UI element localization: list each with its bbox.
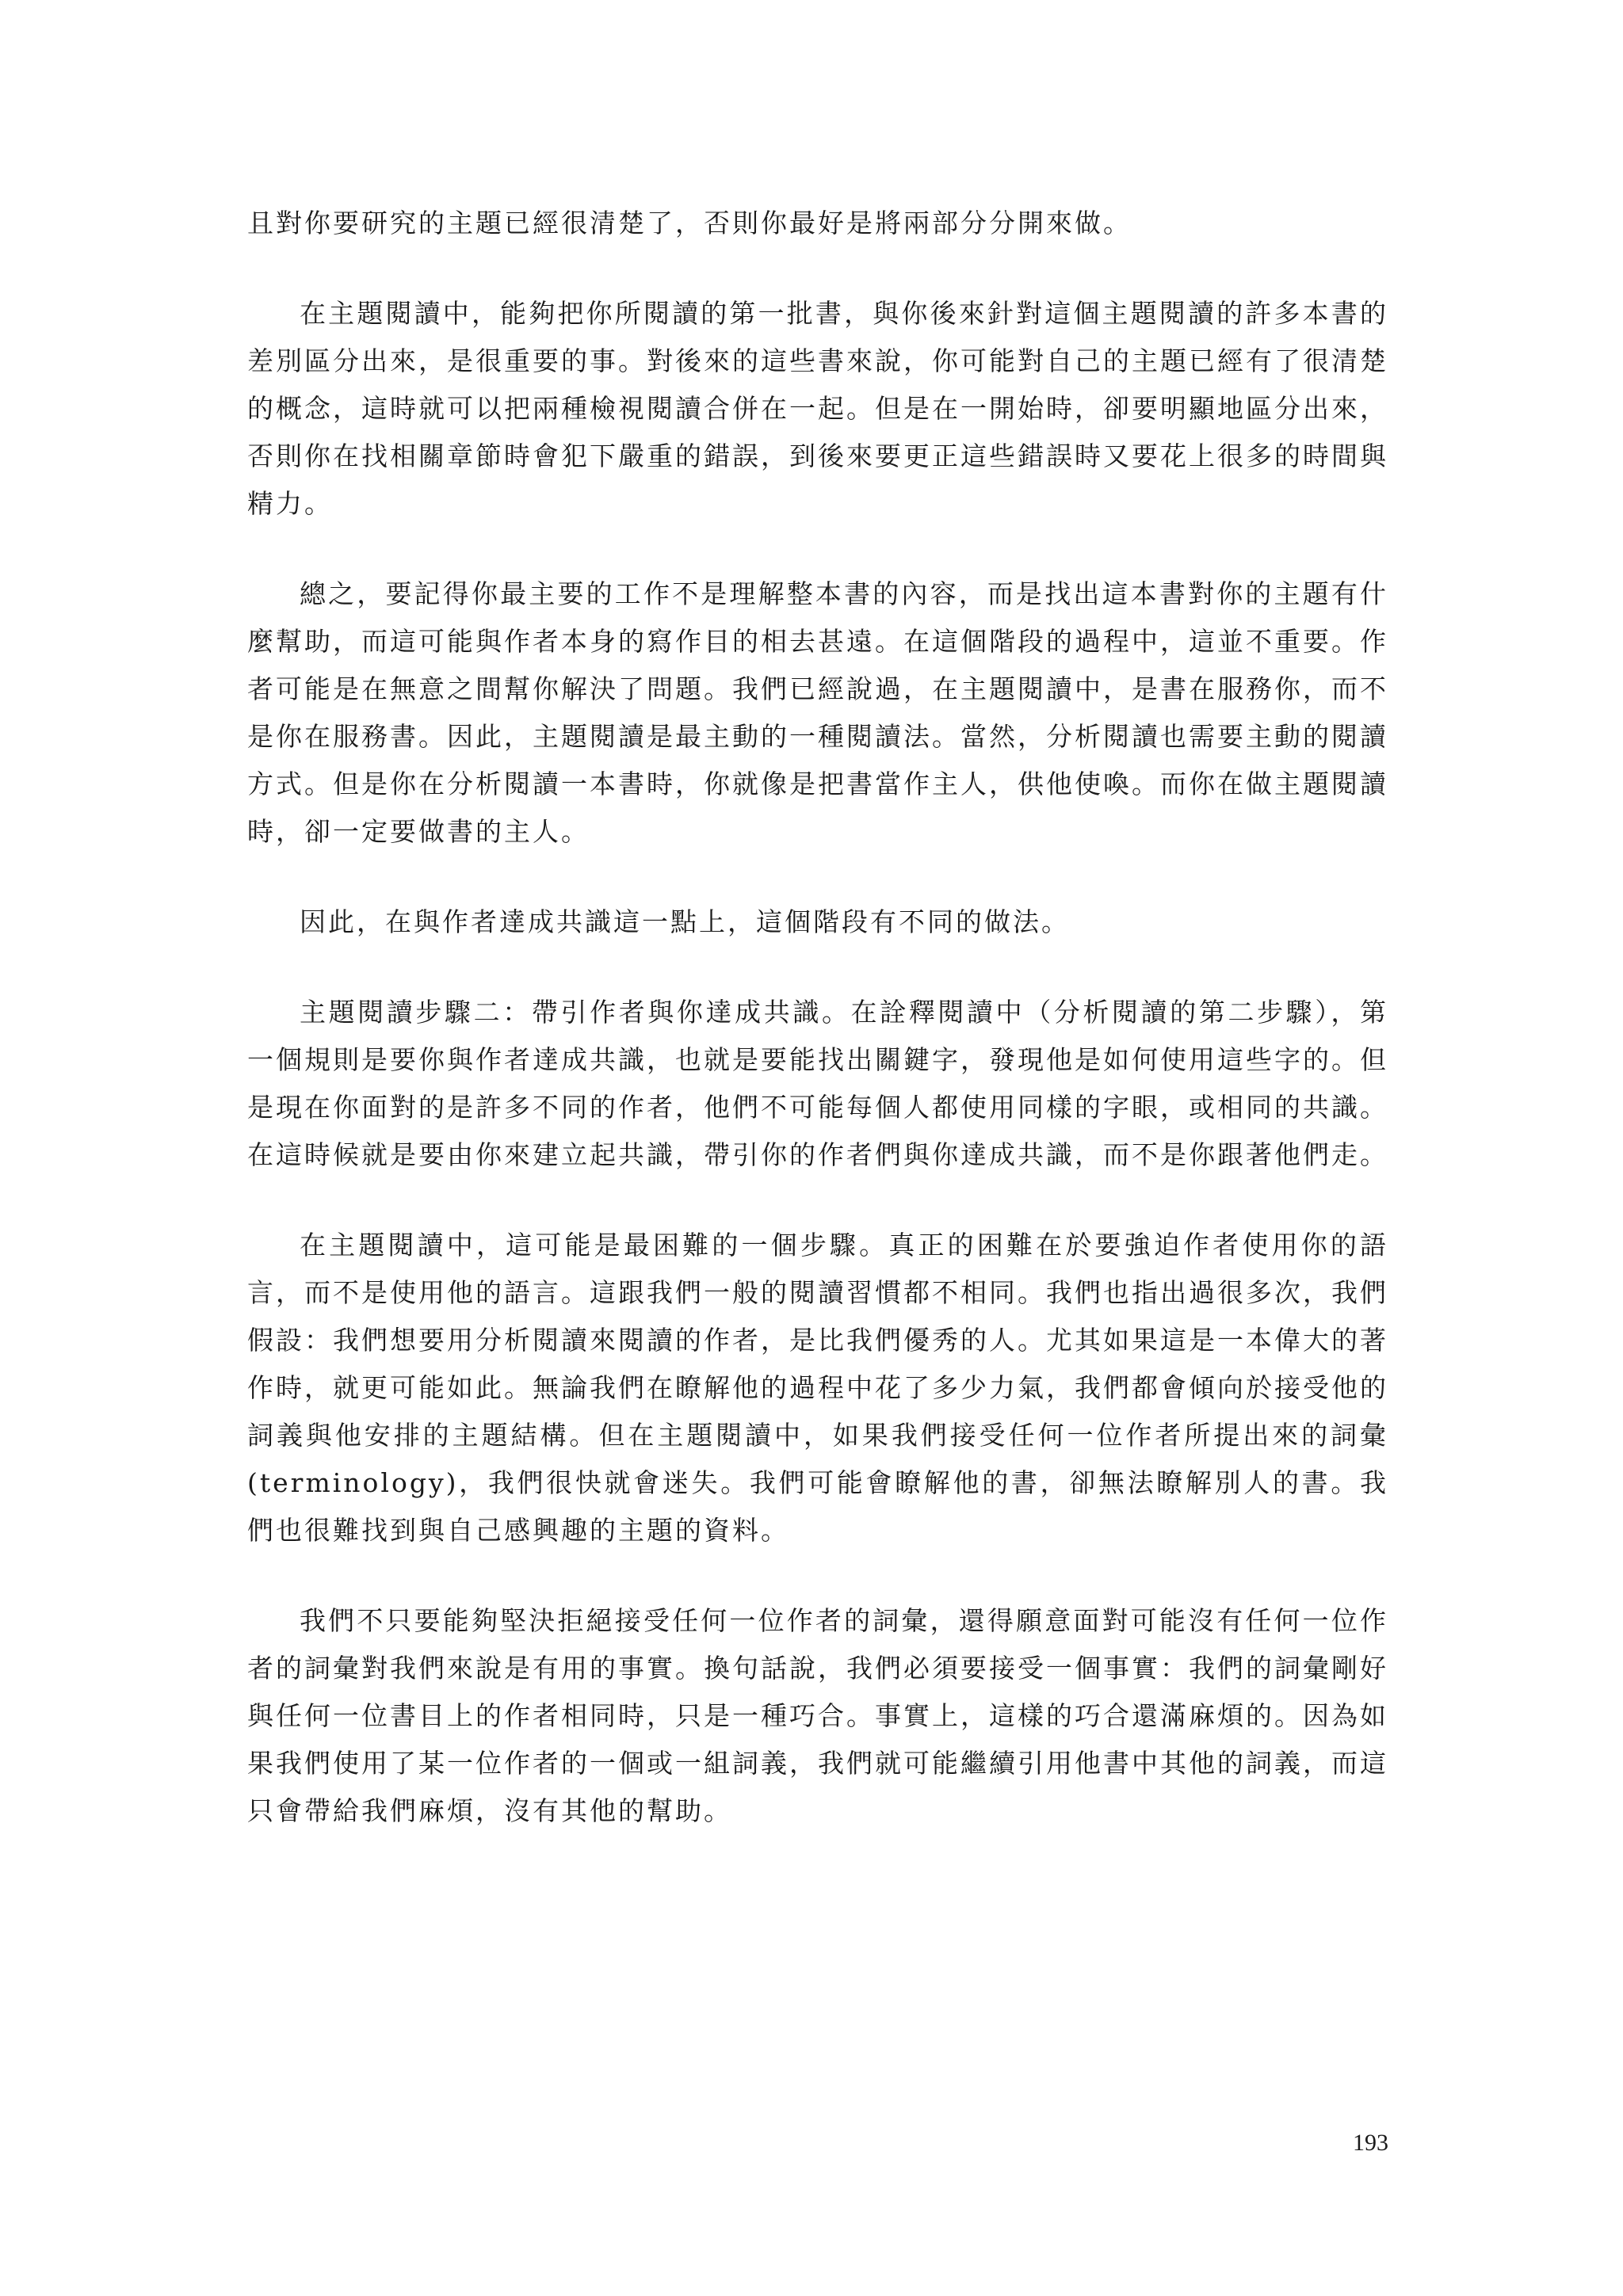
paragraph: 在主題閱讀中，這可能是最困難的一個步驟。真正的困難在於要強迫作者使用你的語言，而不是使用他的語言。這跟我們一般的閱讀習慣都不相同。我們也指出過很多次，我們假設：我們想要用分析閱讀來閱讀的作者，是比我們優秀的人。尤其如果這是一本偉大的著作時，就更可能如此。無論我們在瞭解他的過程中花了多少力氣，我們都會傾向於接受他的詞義與他安排的主題結構。但在主題閱讀中，如果我們接受任何一位作者所提出來的詞彙(terminology)，我們很快就會迷失。我們可能會瞭解他的書，卻無法瞭解別人的書。我們也很難找到與自己感興趣的主題的資料。	[247, 1230, 1388, 1546]
paragraph: 我們不只要能夠堅決拒絕接受任何一位作者的詞彙，還得願意面對可能沒有任何一位作者的詞彙對我們來說是有用的事實。換句話說，我們必須要接受一個事實：我們的詞彙剛好與任何一位書目上的作者相同時，只是一種巧合。事實上，這樣的巧合還滿麻煩的。因為如果我們使用了某一位作者的一個或一組詞義，我們就可能繼續引用他書中其他的詞義，而這只會帶給我們麻煩，沒有其他的幫助。	[247, 1605, 1388, 1826]
paragraph: 總之，要記得你最主要的工作不是理解整本書的內容，而是找出這本書對你的主題有什麼幫助，而這可能與作者本身的寫作目的相去甚遠。在這個階段的過程中，這並不重要。作者可能是在無意之間幫你解決了問題。我們已經說過，在主題閱讀中，是書在服務你，而不是你在服務書。因此，主題閱讀是最主動的一種閱讀法。當然，分析閱讀也需要主動的閱讀方式。但是你在分析閱讀一本書時，你就像是把書當作主人，供他使喚。而你在做主題閱讀時，卻一定要做書的主人。	[247, 578, 1388, 847]
paragraph: 在主題閱讀中，能夠把你所閱讀的第一批書，與你後來針對這個主題閱讀的許多本書的差別區分出來，是很重要的事。對後來的這些書來說，你可能對自己的主題已經有了很清楚的概念，這時就可以把兩種檢視閱讀合併在一起。但是在一開始時，卻要明顯地區分出來，否則你在找相關章節時會犯下嚴重的錯誤，到後來要更正這些錯誤時又要花上很多的時間與精力。	[247, 298, 1388, 519]
body-text	[247, 200, 1388, 1835]
paragraph-continued: 且對你要研究的主題已經很清楚了，否則你最好是將兩部分分開來做。	[247, 208, 1132, 238]
page-number: 193	[1353, 2130, 1388, 2156]
paragraph: 主題閱讀步驟二：帶引作者與你達成共識。在詮釋閱讀中（分析閱讀的第二步驟），第一個規則是要你與作者達成共識，也就是要能找出關鍵字，發現他是如何使用這些字的。但是現在你面對的是許多不同的作者，他們不可能每個人都使用同樣的字眼，或相同的共識。在這時候就是要由你來建立起共識，帶引你的作者們與你達成共識，而不是你跟著他們走。	[247, 997, 1388, 1170]
paragraph: 因此，在與作者達成共識這一點上，這個階段有不同的做法。	[300, 906, 1070, 937]
